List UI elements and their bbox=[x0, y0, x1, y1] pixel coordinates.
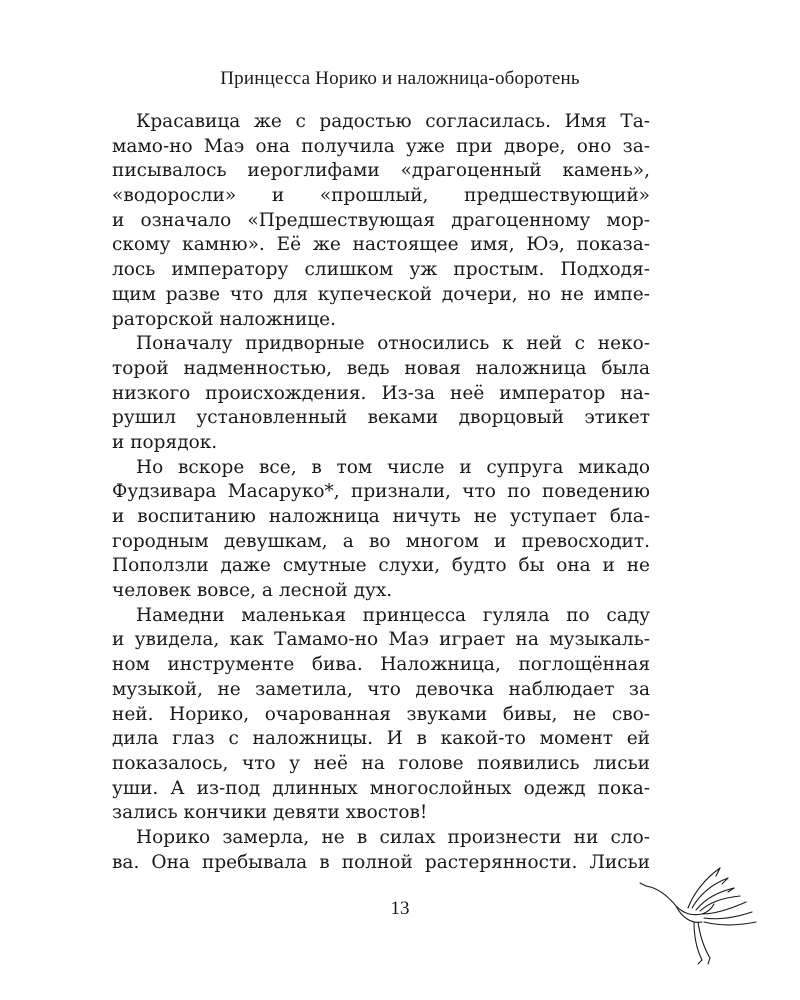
crane-icon bbox=[636, 856, 764, 966]
text-line: зались кончики девяти хвостов! bbox=[112, 802, 428, 824]
text-line: показалось, что у неё на голове появились лисьи bbox=[112, 752, 650, 774]
text-line: скому камню». Её же настоящее имя, Юэ, показа- bbox=[112, 234, 650, 256]
text-line: Намедни маленькая принцесса гуляла по саду bbox=[136, 604, 650, 626]
text-line: уши. А из-под длинных многослойных одежд пока- bbox=[112, 777, 650, 799]
text-line: рушил установленный веками дворцовый этикет bbox=[112, 407, 650, 429]
text-line: Поползли даже смутные слухи, будто бы она и не bbox=[112, 555, 650, 577]
text-line: и увидела, как Тамамо-но Маэ играет на музыкаль- bbox=[112, 629, 650, 651]
text-line: Фудзивара Масаруко*, признали, что по поведению bbox=[112, 481, 650, 503]
body-text bbox=[112, 110, 650, 875]
text-line: и порядок. bbox=[112, 431, 218, 453]
text-line: и означало «Предшествующая драгоценному мор- bbox=[112, 209, 650, 231]
text-line: человек вовсе, а лесной дух. bbox=[112, 580, 393, 602]
text-line: щим разве что для купеческой дочери, но не импе- bbox=[112, 283, 650, 305]
text-line: мамо-но Маэ она получила уже при дворе, оно за- bbox=[112, 135, 650, 157]
text-line: Поначалу придворные относились к ней с неко- bbox=[136, 333, 650, 355]
text-line: низкого происхождения. Из-за неё император на- bbox=[112, 382, 650, 404]
text-line: дила глаз с наложницы. И в какой-то момент ей bbox=[112, 728, 650, 750]
text-line: ней. Норико, очарованная звуками бивы, не сво- bbox=[112, 703, 650, 725]
text-line: и воспитанию наложница ничуть не уступает бла- bbox=[112, 506, 650, 527]
running-head: Принцесса Норико и наложница-оборотень bbox=[220, 68, 580, 89]
text-line: Красавица же с радостью согласилась. Имя Та- bbox=[136, 111, 650, 132]
text-line: городным девушкам, а во многом и превосходит. bbox=[112, 530, 650, 552]
text-line: «водоросли» и «прошлый, предшествующий» bbox=[112, 185, 650, 207]
text-line: торой надменностью, ведь новая наложница была bbox=[112, 357, 650, 379]
text-line: лось императору слишком уж простым. Подходя- bbox=[112, 259, 650, 281]
text-line: ва. Она пребывала в полной растерянности. Лисьи bbox=[112, 851, 650, 873]
text-line: ном инструменте бива. Наложница, поглощённая bbox=[112, 654, 650, 676]
text-line: Норико замерла, не в силах произнести ни сло- bbox=[136, 826, 650, 848]
text-line: Но вскоре все, в том числе и супруга микадо bbox=[136, 456, 650, 478]
page-number: 13 bbox=[390, 898, 410, 919]
text-line: писывалось иероглифами «драгоценный камень», bbox=[112, 160, 650, 182]
text-line: раторской наложнице. bbox=[112, 308, 337, 330]
text-line: музыкой, не заметила, что девочка наблюдает за bbox=[112, 678, 650, 700]
